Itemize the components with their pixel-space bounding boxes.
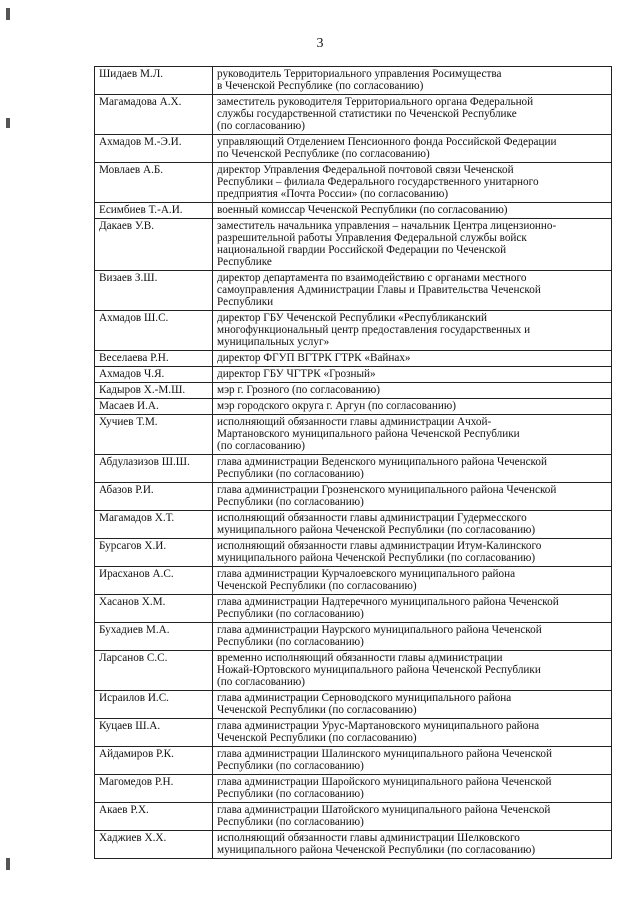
- table-row: [95, 415, 612, 455]
- person-position: директор ФГУП ВГТРК ГТРК «Вайнах»: [213, 351, 612, 367]
- table-row: [95, 383, 612, 399]
- person-position: исполняющий обязанности главы администрации Шелковского муниципального района Чеченской Республики (по согласованию): [213, 831, 612, 859]
- person-name: Бурсагов Х.И.: [95, 539, 213, 567]
- person-name: Магомедов Р.Н.: [95, 775, 213, 803]
- table-row: [95, 747, 612, 775]
- person-name: Магамадова А.Х.: [95, 95, 213, 135]
- person-name: Куцаев Ш.А.: [95, 719, 213, 747]
- table-row: [95, 399, 612, 415]
- person-name: Веселаева Р.Н.: [95, 351, 213, 367]
- person-position: глава администрации Шаройского муниципального района Чеченской Республики (по согласованию): [213, 775, 612, 803]
- person-position: руководитель Территориального управления Росимущества в Чеченской Республике (по согласованию): [213, 67, 612, 95]
- table-row: [95, 203, 612, 219]
- person-position: мэр г. Грозного (по согласованию): [213, 383, 612, 399]
- person-name: Есимбиев Т.-А.И.: [95, 203, 213, 219]
- person-name: Ахмадов М.-Э.И.: [95, 135, 213, 163]
- table-row: [95, 595, 612, 623]
- person-position: глава администрации Серноводского муниципального района Чеченской Республики (по согласованию): [213, 691, 612, 719]
- table-row: [95, 219, 612, 271]
- binding-mark: [6, 8, 10, 20]
- table-row: [95, 803, 612, 831]
- binding-mark: [6, 858, 10, 870]
- table-row: [95, 135, 612, 163]
- person-position: исполняющий обязанности главы администрации Итум-Калинского муниципального района Чеченской Республики (по согласованию): [213, 539, 612, 567]
- table-row: [95, 163, 612, 203]
- person-position: заместитель начальника управления – начальник Центра лицензионно- разрешительной работы Управления Федеральной службы войск национальной гвардии Российской Федерации по Чеченской Республике: [213, 219, 612, 271]
- person-position: глава администрации Веденского муниципального района Чеченской Республики (по согласованию): [213, 455, 612, 483]
- person-name: Абазов Р.И.: [95, 483, 213, 511]
- person-name: Бухадиев М.А.: [95, 623, 213, 651]
- person-name: Абдулазизов Ш.Ш.: [95, 455, 213, 483]
- person-position: военный комиссар Чеченской Республики (по согласованию): [213, 203, 612, 219]
- person-name: Хаджиев Х.Х.: [95, 831, 213, 859]
- person-position: директор Управления Федеральной почтовой связи Чеченской Республики – филиала Федерального государственного унитарного предприятия «Почта России» (по согласованию): [213, 163, 612, 203]
- person-position: глава администрации Надтеречного муниципального района Чеченской Республики (по согласованию): [213, 595, 612, 623]
- person-name: Дакаев У.В.: [95, 219, 213, 271]
- person-position: временно исполняющий обязанности главы администрации Ножай-Юртовского муниципального района Чеченской Республики (по согласованию): [213, 651, 612, 691]
- person-name: Айдамиров Р.К.: [95, 747, 213, 775]
- table-row: [95, 271, 612, 311]
- table-row: [95, 719, 612, 747]
- person-position: исполняющий обязанности главы администрации Ачхой- Мартановского муниципального района Чеченской Республики (по согласованию): [213, 415, 612, 455]
- person-position: директор ГБУ ЧГТРК «Грозный»: [213, 367, 612, 383]
- table-row: [95, 623, 612, 651]
- person-name: Ахмадов Ш.С.: [95, 311, 213, 351]
- person-name: Мовлаев А.Б.: [95, 163, 213, 203]
- person-name: Масаев И.А.: [95, 399, 213, 415]
- table-row: [95, 67, 612, 95]
- person-position: глава администрации Урус-Мартановского муниципального района Чеченской Республики (по согласованию): [213, 719, 612, 747]
- person-name: Ирасханов А.С.: [95, 567, 213, 595]
- table-row: [95, 95, 612, 135]
- person-position: исполняющий обязанности главы администрации Гудермесского муниципального района Чеченской Республики (по согласованию): [213, 511, 612, 539]
- table-row: [95, 691, 612, 719]
- person-position: глава администрации Грозненского муниципального района Чеченской Республики (по согласованию): [213, 483, 612, 511]
- person-position: глава администрации Наурского муниципального района Чеченской Республики (по согласованию): [213, 623, 612, 651]
- person-name: Шидаев М.Л.: [95, 67, 213, 95]
- table-row: [95, 567, 612, 595]
- table-row: [95, 311, 612, 351]
- person-position: глава администрации Шатойского муниципального района Чеченской Республики (по согласованию): [213, 803, 612, 831]
- person-name: Магамадов Х.Т.: [95, 511, 213, 539]
- table-row: [95, 351, 612, 367]
- person-name: Ахмадов Ч.Я.: [95, 367, 213, 383]
- person-position: директор департамента по взаимодействию с органами местного самоуправления Администрации Главы и Правительства Чеченской Республики: [213, 271, 612, 311]
- person-position: мэр городского округа г. Аргун (по согласованию): [213, 399, 612, 415]
- members-table: [94, 66, 612, 859]
- person-name: Хучиев Т.М.: [95, 415, 213, 455]
- person-position: заместитель руководителя Территориального органа Федеральной службы государственной статистики по Чеченской Республике (по согласованию): [213, 95, 612, 135]
- person-position: управляющий Отделением Пенсионного фонда Российской Федерации по Чеченской Республике (по согласованию): [213, 135, 612, 163]
- table-row: [95, 511, 612, 539]
- person-position: глава администрации Шалинского муниципального района Чеченской Республики (по согласованию): [213, 747, 612, 775]
- table-row: [95, 831, 612, 859]
- person-name: Акаев Р.Х.: [95, 803, 213, 831]
- person-position: директор ГБУ Чеченской Республики «Республиканский многофункциональный центр предоставления государственных и муниципальных услуг»: [213, 311, 612, 351]
- table-row: [95, 651, 612, 691]
- table-row: [95, 539, 612, 567]
- table-row: [95, 455, 612, 483]
- person-name: Исраилов И.С.: [95, 691, 213, 719]
- person-name: Ларсанов С.С.: [95, 651, 213, 691]
- person-name: Кадыров Х.-М.Ш.: [95, 383, 213, 399]
- person-name: Визаев З.Ш.: [95, 271, 213, 311]
- person-position: глава администрации Курчалоевского муниципального района Чеченской Республики (по согласованию): [213, 567, 612, 595]
- page-number: 3: [316, 36, 324, 51]
- person-name: Хасанов Х.М.: [95, 595, 213, 623]
- table-row: [95, 367, 612, 383]
- table-row: [95, 483, 612, 511]
- binding-mark: [6, 118, 10, 128]
- table-row: [95, 775, 612, 803]
